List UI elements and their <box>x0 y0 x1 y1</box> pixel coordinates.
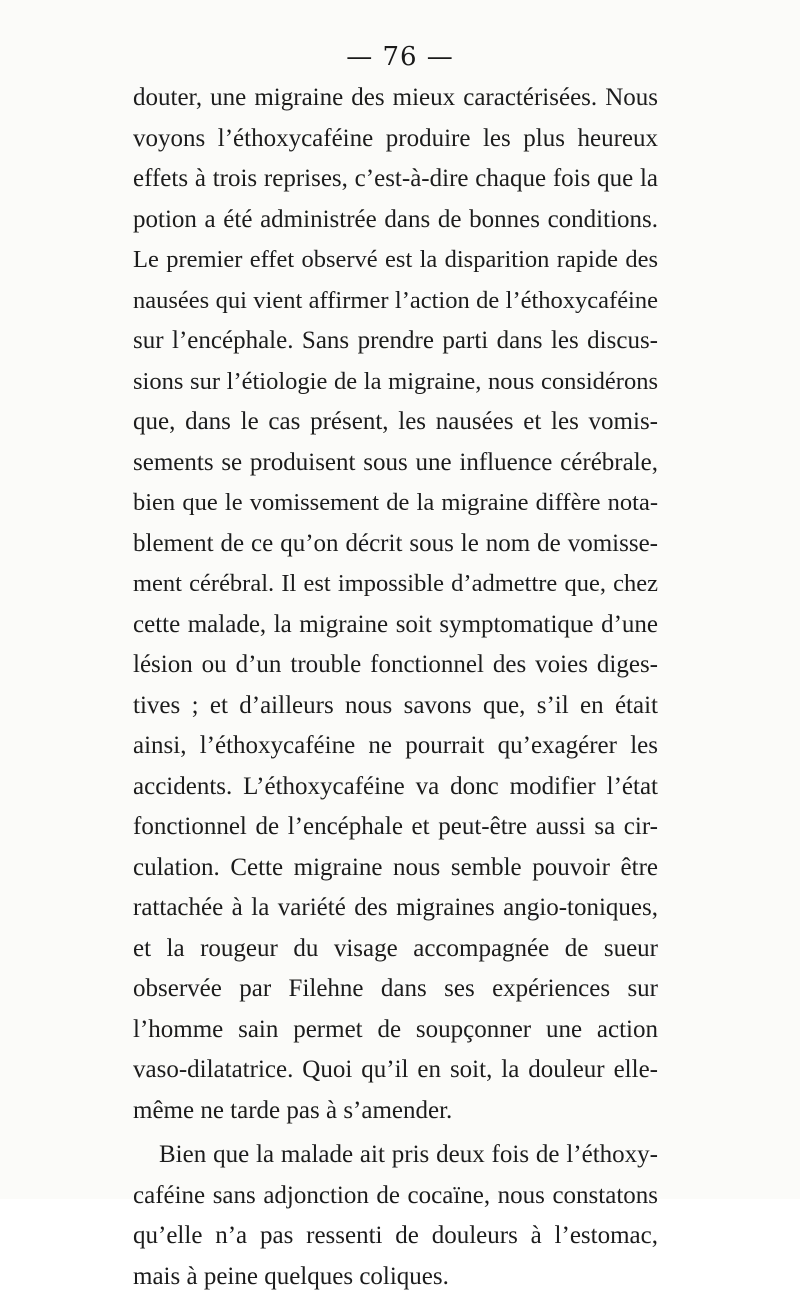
text-line: culation. Cette migraine nous semble pouvoir être <box>133 848 658 889</box>
text-line: qu’elle n’a pas ressenti de douleurs à l’estomac, <box>133 1216 658 1257</box>
text-line: que, dans le cas présent, les nausées et les vomis- <box>133 402 658 443</box>
text-line: blement de ce qu’on décrit sous le nom de vomisse- <box>133 524 658 565</box>
text-line: sur l’encéphale. Sans prendre parti dans les discus- <box>133 321 658 362</box>
page-number: — 76 — <box>0 42 800 72</box>
text-line: observée par Filehne dans ses expériences sur <box>133 969 658 1010</box>
text-line: potion a été administrée dans de bonnes conditions. <box>133 200 658 241</box>
text-line: sions sur l’étiologie de la migraine, nous considérons <box>133 362 658 403</box>
text-line: bien que le vomissement de la migraine diffère nota- <box>133 483 658 524</box>
text-line: ment cérébral. Il est impossible d’admettre que, chez <box>133 564 658 605</box>
text-line: même ne tarde pas à s’amender. <box>133 1091 658 1132</box>
text-line: nausées qui vient affirmer l’action de l’éthoxycaféine <box>133 281 658 322</box>
text-line: effets à trois reprises, c’est-à-dire chaque fois que la <box>133 159 658 200</box>
paragraph-1 <box>133 78 658 1131</box>
text-line: ainsi, l’éthoxycaféine ne pourrait qu’exagérer les <box>133 726 658 767</box>
text-line: sements se produisent sous une influence cérébrale, <box>133 443 658 484</box>
text-line: vaso-dilatatrice. Quoi qu’il en soit, la douleur elle- <box>133 1050 658 1091</box>
text-line: fonctionnel de l’encéphale et peut-être aussi sa cir- <box>133 807 658 848</box>
text-line: caféine sans adjonction de cocaïne, nous constatons <box>133 1176 658 1217</box>
text-line: douter, une migraine des mieux caractérisées. Nous <box>133 78 658 119</box>
text-line: lésion ou d’un trouble fonctionnel des voies diges- <box>133 645 658 686</box>
body-text <box>133 78 658 1297</box>
text-line: tives ; et d’ailleurs nous savons que, s’il en était <box>133 686 658 727</box>
paragraph-2 <box>133 1135 658 1297</box>
text-line: cette malade, la migraine soit symptomatique d’une <box>133 605 658 646</box>
text-line: rattachée à la variété des migraines angio-toniques, <box>133 888 658 929</box>
text-line: Le premier effet observé est la disparition rapide des <box>133 240 658 281</box>
text-line: accidents. L’éthoxycaféine va donc modifier l’état <box>133 767 658 808</box>
text-line: voyons l’éthoxycaféine produire les plus heureux <box>133 119 658 160</box>
text-line: Bien que la malade ait pris deux fois de l’éthoxy- <box>133 1135 658 1176</box>
text-line: et la rougeur du visage accompagnée de sueur <box>133 929 658 970</box>
text-line: mais à peine quelques coliques. <box>133 1257 658 1297</box>
text-line: l’homme sain permet de soupçonner une action <box>133 1010 658 1051</box>
